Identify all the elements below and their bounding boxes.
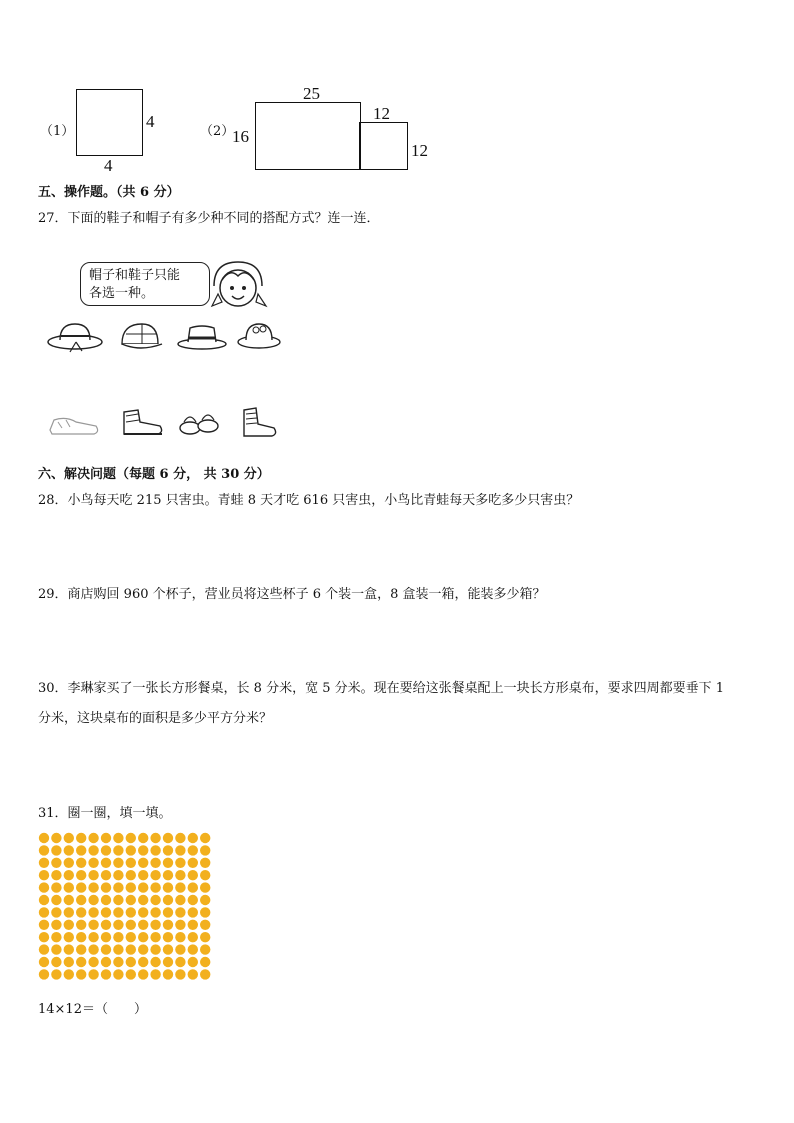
dot [64,907,74,917]
dot [200,845,210,855]
dot [138,969,148,979]
square-bottom-side: 4 [104,156,113,175]
dot [138,957,148,967]
dot [175,944,185,954]
dot [200,969,210,979]
dot [76,932,86,942]
question-29: 29．商店购回 960 个杯子，营业员将这些杯子 6 个装一盒，8 盒装一箱，能装多少箱？ [38,587,546,602]
square-figure [76,89,143,156]
dot [150,895,160,905]
dot [39,845,49,855]
dot [200,957,210,967]
dot [163,833,173,843]
dot [175,957,185,967]
dot [150,882,160,892]
dot [51,895,61,905]
bubble-text-line-1: 帽子和鞋子只能 [89,268,181,283]
dot [113,907,123,917]
dot [175,833,185,843]
dot [101,845,111,855]
bubble-text-line-2: 各选一种。 [89,286,155,301]
dot [64,833,74,843]
small-rect-right-side: 12 [411,141,428,160]
dot [64,969,74,979]
dot [101,882,111,892]
big-rectangle [255,102,361,170]
question-27: 27．下面的鞋子和帽子有多少种不同的搭配方式？连一连． [38,211,380,226]
dot [51,845,61,855]
dot [175,932,185,942]
question-30-line-2: 分米，这块桌布的面积是多少平方分米？ [38,711,273,726]
dot [64,845,74,855]
dot [188,969,198,979]
dot [101,907,111,917]
dot [101,858,111,868]
dot [163,969,173,979]
dot [51,969,61,979]
dot [88,907,98,917]
dot [126,870,136,880]
dot [113,882,123,892]
section-5-heading: 五、操作题。（共 6 分） [38,185,180,200]
dot [51,882,61,892]
sneaker-icon [46,410,102,438]
dot [88,845,98,855]
bonnet-icon [236,318,282,352]
dot [64,920,74,930]
dot [150,833,160,843]
dot [51,932,61,942]
dot [188,944,198,954]
dot [138,944,148,954]
dot [188,833,198,843]
fedora-icon [176,320,228,352]
dot [76,944,86,954]
sun-hat-icon [46,318,104,354]
dot [64,870,74,880]
dot [88,957,98,967]
dot [39,944,49,954]
dot [113,833,123,843]
dot [188,870,198,880]
dot [39,870,49,880]
dot [200,932,210,942]
dot [51,944,61,954]
dot [126,833,136,843]
dot [175,845,185,855]
dot [150,858,160,868]
dot [175,895,185,905]
dot [101,870,111,880]
dot [163,907,173,917]
dot [113,932,123,942]
dot [51,920,61,930]
dot [88,920,98,930]
small-rect-top-side: 12 [373,104,390,123]
dot [200,907,210,917]
dot [101,920,111,930]
dot [175,858,185,868]
dot [163,957,173,967]
dot [163,882,173,892]
dot [126,895,136,905]
dot [188,895,198,905]
dot [175,870,185,880]
dot [150,870,160,880]
dot [200,870,210,880]
dot [76,858,86,868]
square-right-side: 4 [146,112,155,131]
dot [51,870,61,880]
small-rectangle [359,122,408,170]
dot [200,920,210,930]
boot-icon [118,404,166,438]
dot [88,944,98,954]
dot [150,932,160,942]
dot [113,969,123,979]
dot [39,920,49,930]
dot [88,882,98,892]
dot [138,858,148,868]
dot [188,932,198,942]
high-top-icon [236,404,280,440]
dot [188,957,198,967]
dot [51,858,61,868]
dot [150,957,160,967]
dot [138,833,148,843]
dot-grid [38,832,212,982]
dot [39,833,49,843]
dot [188,907,198,917]
dot [138,882,148,892]
dot [113,957,123,967]
dot [188,920,198,930]
dot [113,858,123,868]
section-6-heading: 六、解决问题（每题 6 分， 共 30 分） [38,467,270,482]
girl-icon [210,258,270,314]
dot [51,907,61,917]
dot [101,969,111,979]
dot [64,944,74,954]
dot [76,957,86,967]
dot [88,969,98,979]
dot [175,907,185,917]
dot [88,932,98,942]
dot [126,858,136,868]
dot [175,969,185,979]
dot [126,944,136,954]
dot [101,957,111,967]
dot [126,845,136,855]
dot [88,833,98,843]
dot [163,858,173,868]
dot [138,932,148,942]
dot [76,882,86,892]
dot [51,957,61,967]
dot [138,845,148,855]
dot [188,845,198,855]
dot [39,858,49,868]
sandal-icon [176,404,222,438]
dot [39,969,49,979]
dot [64,882,74,892]
figure-2-label: （2） [200,124,235,139]
dot [188,858,198,868]
dot [88,895,98,905]
dot [64,932,74,942]
speech-bubble [80,262,210,306]
dot [188,882,198,892]
dot [175,920,185,930]
dot [39,895,49,905]
dot [126,969,136,979]
dot [200,833,210,843]
dot [76,845,86,855]
dot [113,895,123,905]
cap-icon [118,318,164,354]
dot [163,895,173,905]
dot [39,907,49,917]
dot [113,944,123,954]
dot [163,870,173,880]
dot [126,907,136,917]
dot [138,870,148,880]
dot [101,833,111,843]
dot [39,932,49,942]
question-30-line-1: 30．李琳家买了一张长方形餐桌，长 8 分米，宽 5 分米。现在要给这张餐桌配上一块长方形桌布，要求四周都要垂下 1 [38,681,725,696]
dot [200,882,210,892]
dot [150,907,160,917]
dot [39,882,49,892]
dot [150,944,160,954]
dot [76,969,86,979]
dot [175,882,185,892]
question-31: 31．圈一圈，填一填。 [38,806,172,821]
dot [200,858,210,868]
dot [113,870,123,880]
dot [138,907,148,917]
dot [163,932,173,942]
dot [88,858,98,868]
big-rect-top-side: 25 [303,84,320,103]
dot [163,944,173,954]
question-31-formula: 14×12＝（ ） [38,1002,147,1017]
dot [200,944,210,954]
dot [76,870,86,880]
dot [163,920,173,930]
dot [39,957,49,967]
dot [150,920,160,930]
question-28: 28．小鸟每天吃 215 只害虫。青蛙 8 天才吃 616 只害虫，小鸟比青蛙每天多吃多少只害虫？ [38,493,580,508]
dot [101,944,111,954]
dot [101,895,111,905]
figure-1-label: （1） [40,124,75,139]
dot [126,932,136,942]
dot [113,920,123,930]
dot [150,845,160,855]
dot [126,957,136,967]
dot [64,858,74,868]
dot [126,882,136,892]
big-rect-left-side: 16 [232,127,249,146]
dot [64,895,74,905]
dot [150,969,160,979]
dot [76,895,86,905]
dot [76,833,86,843]
dot [138,895,148,905]
dot [126,920,136,930]
dot [64,957,74,967]
dot [200,895,210,905]
dot [163,845,173,855]
dot [88,870,98,880]
dot [76,907,86,917]
dot [101,932,111,942]
dot [138,920,148,930]
dot [76,920,86,930]
dot [113,845,123,855]
dot [51,833,61,843]
